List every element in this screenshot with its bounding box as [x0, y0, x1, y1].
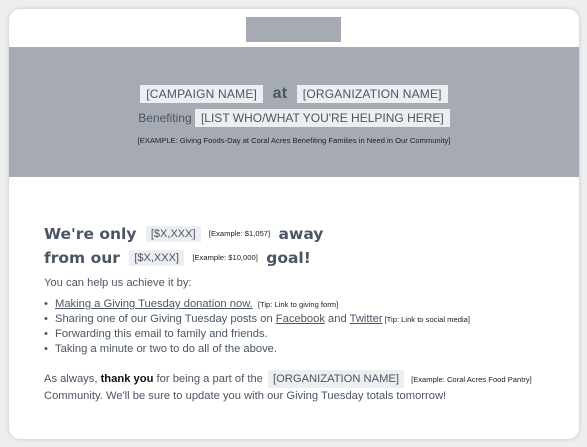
intro-text: You can help us achieve it by:	[44, 277, 192, 289]
donation-link[interactable]: Making a Giving Tuesday donation now.	[55, 298, 253, 310]
banner-title-row	[9, 85, 579, 103]
bullet-icon: •	[44, 298, 48, 310]
banner-benefiting-row	[9, 109, 579, 127]
closing-text-a: As always,	[44, 373, 98, 385]
amount-placeholder: [$X,XXX]	[146, 226, 201, 242]
forward-text: Forwarding this email to family and friends.	[55, 328, 268, 340]
bullet-icon: •	[44, 328, 48, 340]
and-text: and	[328, 313, 347, 325]
headline-line-1	[44, 225, 323, 243]
list-item	[44, 312, 470, 327]
benefiting-label: Benefiting	[138, 111, 192, 125]
at-word: at	[272, 85, 288, 102]
closing-paragraph	[44, 370, 532, 404]
organization-name-placeholder: [ORGANIZATION NAME]	[297, 85, 448, 103]
all-above-text: Taking a minute or two to do all of the above.	[55, 343, 278, 355]
headline-text-d: goal!	[266, 249, 311, 267]
closing-text-b: for being a part of the	[156, 373, 263, 385]
campaign-banner	[9, 47, 579, 177]
organization-name-placeholder-2: [ORGANIZATION NAME]	[268, 370, 404, 388]
ways-to-help-list	[44, 297, 470, 357]
headline-text-c: from our	[44, 249, 120, 267]
beneficiary-placeholder: [LIST WHO/WHAT YOU'RE HELPING HERE]	[195, 109, 450, 127]
list-item	[44, 297, 470, 312]
logo-placeholder	[246, 17, 341, 42]
amount-example: [Example: $1,057]	[208, 229, 271, 238]
social-tip: [Tip: Link to social media]	[384, 315, 470, 324]
share-text: Sharing one of our Giving Tuesday posts on	[55, 313, 273, 325]
list-item	[44, 342, 470, 357]
organization-example: [Example: Coral Acres Food Pantry]	[411, 375, 532, 384]
campaign-name-placeholder: [CAMPAIGN NAME]	[140, 85, 263, 103]
list-item	[44, 327, 470, 342]
banner-example: [EXAMPLE: Giving Foods-Day at Coral Acres Benefiting Families in Need in Our Community]	[137, 136, 451, 145]
closing-text-c: Community. We'll be sure to update you with our Giving Tuesday totals tomorrow!	[44, 390, 447, 402]
bullet-icon: •	[44, 343, 48, 355]
facebook-link[interactable]: Facebook	[275, 313, 325, 325]
goal-example: [Example: $10,000]	[192, 253, 258, 262]
goal-placeholder: [$X,XXX]	[129, 250, 184, 266]
email-card	[9, 9, 579, 439]
headline-text-b: away	[278, 225, 324, 243]
thank-you-text: thank you	[100, 373, 154, 385]
twitter-link[interactable]: Twitter	[349, 313, 383, 325]
headline-text-a: We're only	[44, 225, 137, 243]
headline-line-2	[44, 249, 311, 267]
bullet-icon: •	[44, 313, 48, 325]
donation-tip: [Tip: Link to giving form]	[257, 300, 339, 309]
